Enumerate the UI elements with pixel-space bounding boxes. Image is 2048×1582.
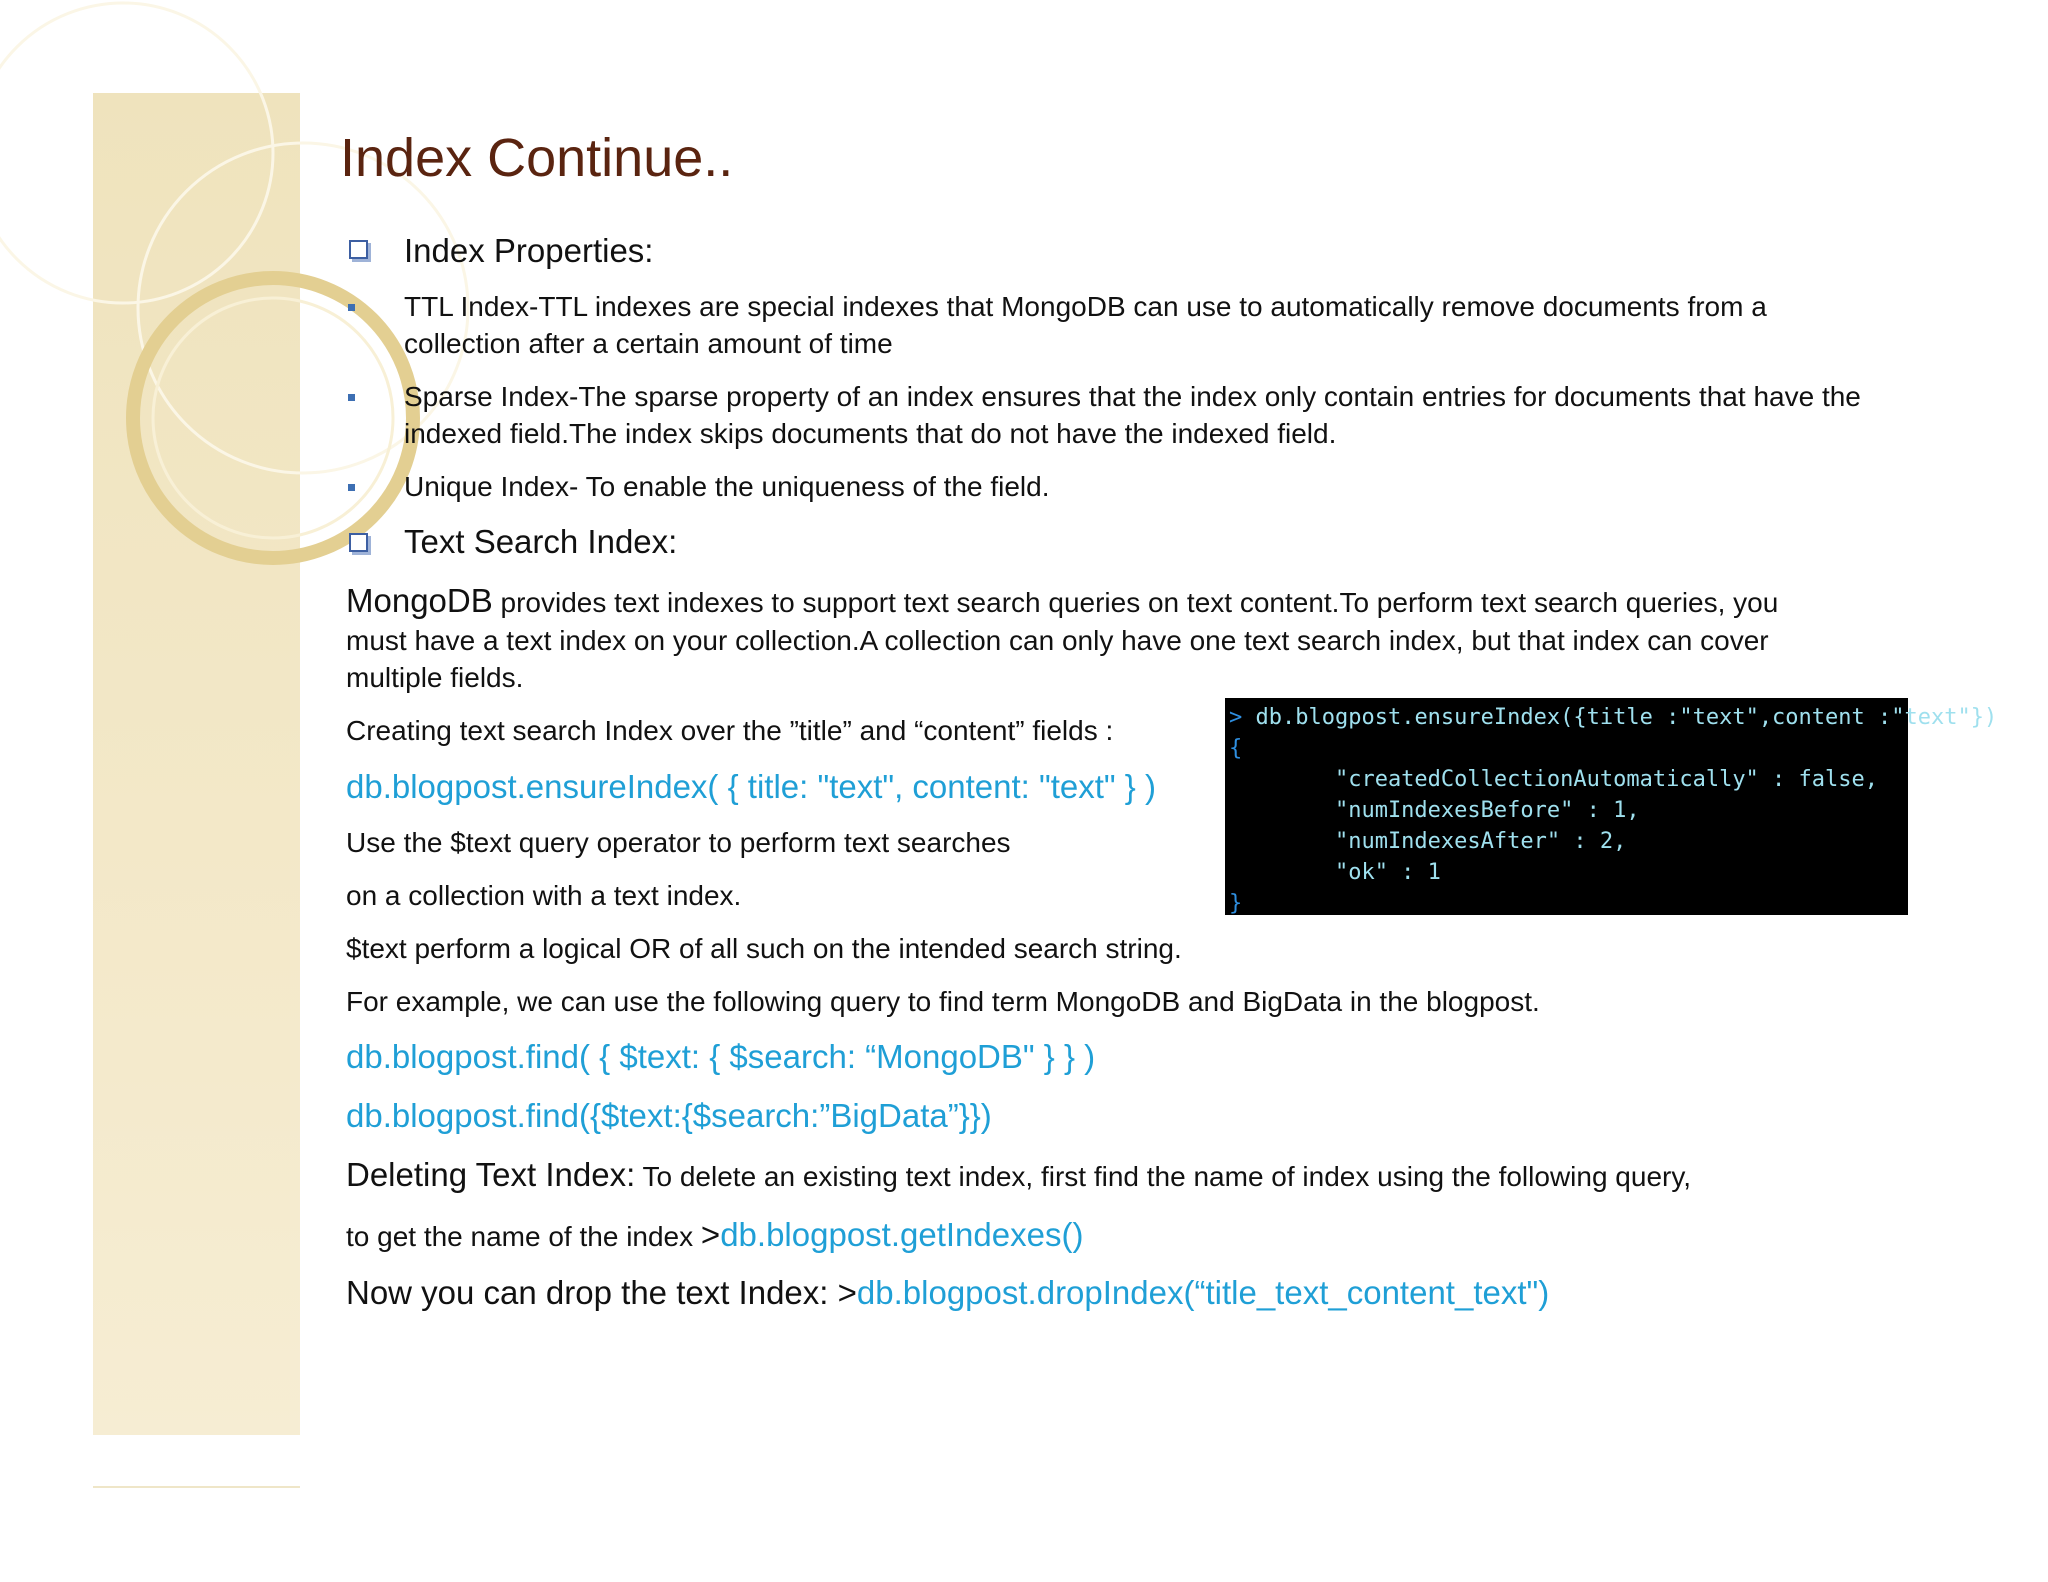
sparse-index-text-cont: indexed field.The index skips documents that do not have the indexed field. xyxy=(404,418,1337,449)
terminal-line: "numIndexesBefore" : 1, xyxy=(1229,798,1640,823)
small-bullet-icon xyxy=(348,304,355,311)
find-mongodb-code: db.blogpost.find( { $text: { $search: “MongoDB" } } ) xyxy=(346,1038,1096,1075)
drop-index-prompt: > xyxy=(837,1274,857,1311)
use-text-operator-text-cont: on a collection with a text index. xyxy=(346,880,742,911)
deleting-desc: To delete an existing text index, first find the name of index using the following query, xyxy=(635,1161,1692,1192)
creating-index-text: Creating text search Index over the ”title” and “content” fields : xyxy=(346,715,1114,746)
terminal-close-brace: } xyxy=(1229,891,1243,916)
ttl-index-text-cont: collection after a certain amount of time xyxy=(404,328,893,359)
use-text-operator-text: Use the $text query operator to perform text searches xyxy=(346,827,1011,858)
logical-or-text: $text perform a logical OR of all such on the intended search string. xyxy=(346,933,1182,964)
mongodb-paragraph-line3: multiple fields. xyxy=(346,662,524,693)
small-bullet-icon xyxy=(348,484,355,491)
square-bullet-icon xyxy=(349,533,368,552)
text-search-heading: Text Search Index: xyxy=(404,523,678,560)
mongodb-paragraph-line1 xyxy=(346,582,1778,621)
terminal-screenshot xyxy=(1225,698,1998,916)
square-bullet-icon xyxy=(349,240,368,259)
terminal-prompt: > xyxy=(1229,705,1256,730)
drop-index-code: db.blogpost.dropIndex(“title_text_content_text") xyxy=(856,1274,1550,1311)
decorative-circles xyxy=(93,93,300,1435)
drop-index-line xyxy=(346,1274,1549,1311)
mongodb-lead: MongoDB xyxy=(346,582,493,619)
get-indexes-prompt: > xyxy=(700,1216,721,1253)
footer-rule xyxy=(93,1486,300,1488)
terminal-line: "ok" : 1 xyxy=(1229,860,1441,885)
index-properties-heading: Index Properties: xyxy=(404,232,654,269)
unique-index-text: Unique Index- To enable the uniqueness of the field. xyxy=(404,471,1050,502)
example-text: For example, we can use the following query to find term MongoDB and BigData in the blogpost. xyxy=(346,986,1540,1017)
mongodb-paragraph-text: provides text indexes to support text search queries on text content.To perform text search queries, you xyxy=(492,587,1779,618)
terminal-open-brace: { xyxy=(1229,736,1243,761)
decorative-side-panel xyxy=(93,93,300,1435)
terminal-output xyxy=(1225,698,1998,919)
small-bullet-icon xyxy=(348,394,355,401)
slide-title: Index Continue.. xyxy=(340,128,734,188)
sparse-index-text: Sparse Index-The sparse property of an index ensures that the index only contain entries for documents that have the xyxy=(404,381,1861,412)
terminal-command: db.blogpost.ensureIndex({title :"text",content :"text"}) xyxy=(1255,705,1998,730)
mongodb-paragraph-line2: must have a text index on your collection.A collection can only have one text search index, but that index can cover xyxy=(346,625,1769,656)
terminal-line: "numIndexesAfter" : 2, xyxy=(1229,829,1627,854)
ensure-index-code: db.blogpost.ensureIndex( { title: "text", content: "text" } ) xyxy=(346,768,1156,805)
terminal-line: "createdCollectionAutomatically" : false, xyxy=(1229,767,1879,792)
get-indexes-code: db.blogpost.getIndexes() xyxy=(720,1216,1084,1253)
ttl-index-text: TTL Index-TTL indexes are special indexes that MongoDB can use to automatically remove documents from a xyxy=(404,291,1767,322)
drop-index-text: Now you can drop the text Index: xyxy=(346,1274,838,1311)
get-indexes-line xyxy=(346,1216,1083,1255)
deleting-lead: Deleting Text Index: xyxy=(346,1156,636,1193)
find-bigdata-code: db.blogpost.find({$text:{$search:”BigData”}}) xyxy=(346,1097,992,1134)
get-indexes-text: to get the name of the index xyxy=(346,1221,701,1252)
deleting-text-index-line xyxy=(346,1156,1691,1195)
